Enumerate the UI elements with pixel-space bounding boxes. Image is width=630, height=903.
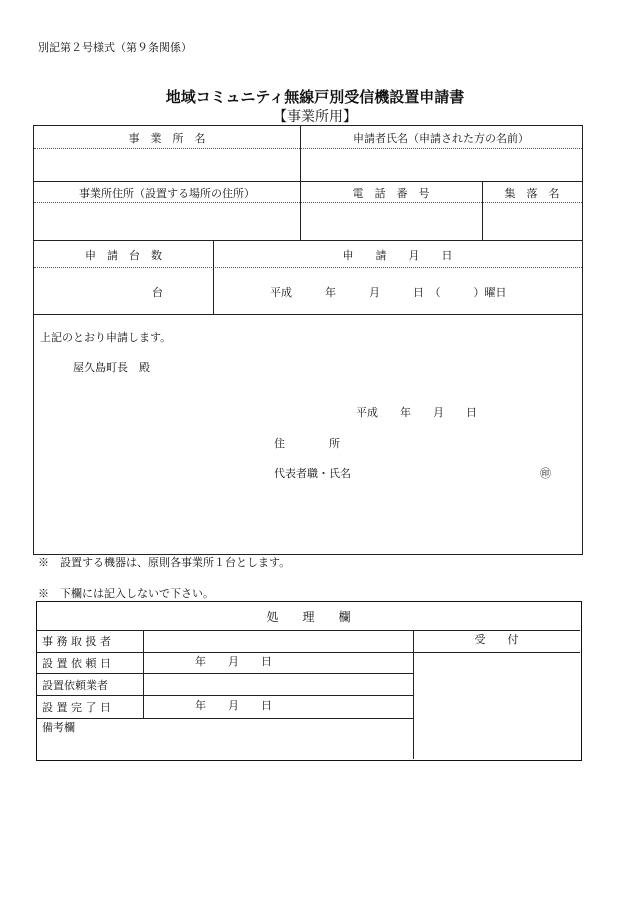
processing-table — [36, 601, 582, 761]
page-subtitle: 【事業所用】 — [273, 109, 357, 125]
address-field[interactable] — [36, 204, 298, 239]
sign-date-text: 平成 年 月 日 — [356, 406, 477, 419]
statement-text: 上記のとおり申請します。 — [40, 331, 172, 344]
unit-label: 台 — [152, 286, 163, 299]
request-date-label: 設 置 依 頼 日 — [42, 657, 111, 670]
seal-mark: ㊞ — [540, 467, 551, 480]
business-name-field[interactable] — [36, 150, 298, 180]
applicant-name-label: 申請者氏名（申請された方の名前） — [353, 132, 529, 145]
completion-label: 設 置 完 了 日 — [42, 701, 111, 714]
processing-header: 処 理 欄 — [266, 610, 351, 624]
business-name-label: 事 業 所 名 — [128, 132, 206, 145]
representative-label: 代表者職・氏名 — [274, 467, 351, 480]
note-do-not-fill: ※ 下欄には記入しないで下さい。 — [38, 587, 214, 600]
residence-label: 住 所 — [274, 437, 340, 450]
count-label: 申 請 台 数 — [85, 249, 162, 262]
phone-field[interactable] — [302, 204, 480, 239]
form-label: 別記第２号様式（第９条関係） — [38, 41, 192, 54]
address-label: 事業所住所（設置する場所の住所） — [79, 187, 255, 200]
village-label: 集 落 名 — [504, 187, 560, 200]
village-field[interactable] — [484, 204, 580, 239]
date-header-label: 申 請 月 日 — [342, 249, 453, 262]
date-row-label: 平成 年 月 日 （ ）曜日 — [270, 286, 507, 299]
reception-label: 受 付 — [474, 633, 519, 646]
request-date-format: 年 月 日 — [195, 655, 272, 668]
applicant-name-field[interactable] — [302, 150, 580, 180]
remarks-label: 備考欄 — [42, 721, 75, 734]
contractor-label: 設置依頼業者 — [42, 679, 108, 692]
handler-label: 事 務 取 扱 者 — [42, 635, 111, 648]
completion-date-format: 年 月 日 — [195, 699, 272, 712]
note-device: ※ 設置する機器は、原則各事業所１台とします。 — [38, 556, 291, 569]
phone-label: 電 話 番 号 — [352, 187, 430, 200]
page-title: 地域コミュニティ無線戸別受信機設置申請書 — [165, 88, 465, 106]
application-table — [33, 125, 583, 555]
addressee-text: 屋久島町長 殿 — [73, 361, 150, 374]
